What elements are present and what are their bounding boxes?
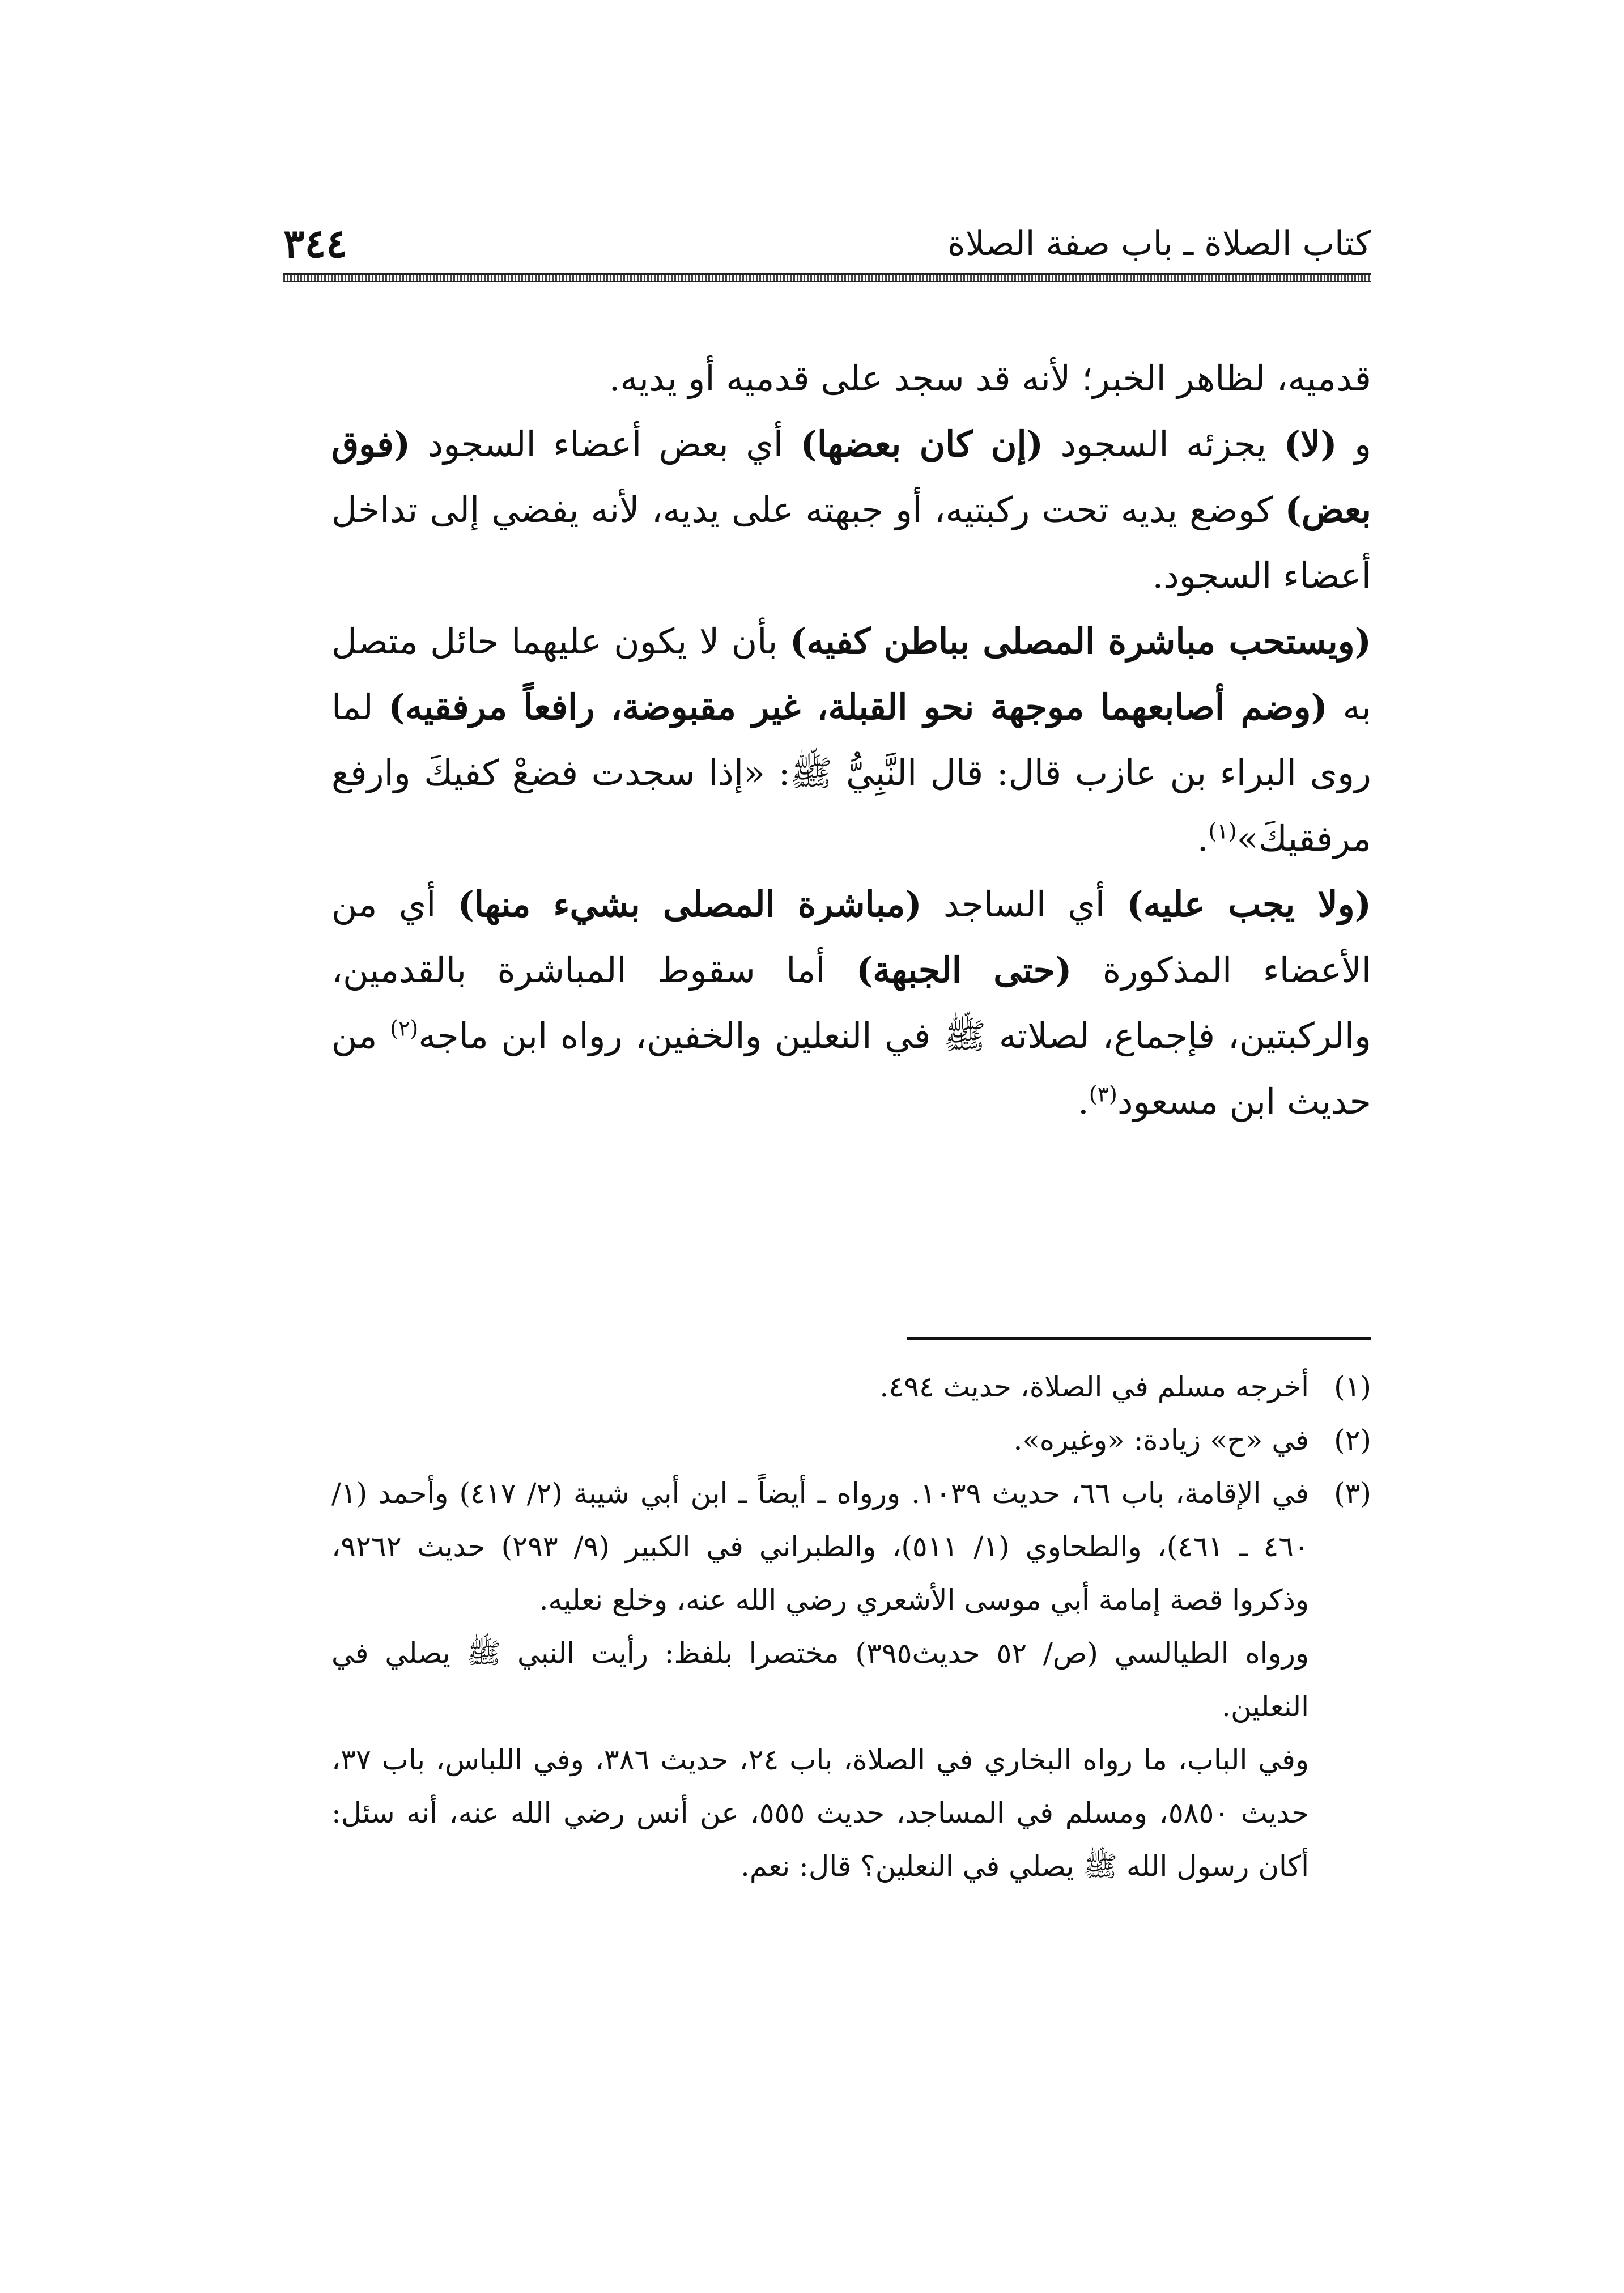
matn-bold: (وضم أصابعهما موجهة نحو القبلة، غير مقبوضة، رافعاً مرفقيه): [388, 686, 1328, 728]
text-run: و: [1337, 423, 1372, 465]
running-title: كتاب الصلاة ـ باب صفة الصلاة: [947, 224, 1371, 264]
text-run: بأن لا يكون عليهما حائل متصل به: [331, 621, 1371, 728]
footnote-number: (٢): [1334, 1424, 1371, 1457]
matn-bold: (إن كان بعضها): [800, 423, 1044, 465]
footnote-text: أخرجه مسلم في الصلاة، حديث ٤٩٤.: [879, 1370, 1309, 1403]
footnote-text: ورواه الطيالسي (ص/ ٥٢ حديث٣٩٥) مختصرا بلفظ: رأيت النبي ﷺ يصلي في النعلين.: [331, 1637, 1310, 1723]
footnote-1: [331, 1360, 1371, 1413]
footnote-text: وفي الباب، ما رواه البخاري في الصلاة، باب ٢٤، حديث ٣٨٦، وفي اللباس، باب ٣٧، حديث ٥٨٥٠، ومسلم في المساجد، حديث ٥٥٥، عن أنس رضي الله عنه، أنه سئل: أكان رسول الله ﷺ يصلي في النعلين؟ قال: نعم.: [331, 1743, 1310, 1883]
matn-bold: (فوق بعض): [331, 423, 1371, 530]
matn-bold: (مباشرة المصلى بشيء منها): [457, 884, 922, 925]
footnote-text: في الإقامة، باب ٦٦، حديث ١٠٣٩. ورواه ـ أيضاً ـ ابن أبي شيبة (٢/ ٤١٧) وأحمد (١/ ٤٦٠ ـ ٤٦١)، والطحاوي (١/ ٥١١)، والطبراني في الكبير (٩/ ٢٩٣) حديث ٩٢٦٢، وذكروا قصة إمامة أبي موسى الأشعري رضي الله عنه، وخلع نعليه.: [331, 1477, 1310, 1616]
text-run: أي من الأعضاء المذكورة: [331, 884, 1371, 991]
header-rule: [283, 273, 1371, 282]
footnote-ref-2[interactable]: (٢): [390, 1016, 419, 1041]
text-run: .: [1078, 1081, 1089, 1122]
footnote-ref-1[interactable]: (١): [1208, 818, 1237, 844]
footnote-3: [331, 1467, 1371, 1893]
text-run: أي الساجد: [921, 884, 1127, 925]
matn-bold: (ولا يجب عليه): [1126, 884, 1371, 925]
matn-bold: (لا): [1283, 423, 1337, 465]
paragraph-4: [331, 872, 1371, 1135]
footnote-2: [331, 1413, 1371, 1467]
text-run: أي بعض أعضاء السجود: [410, 423, 801, 465]
footnote-body: [331, 1413, 1309, 1467]
footnote-number: (١): [1334, 1370, 1371, 1403]
text-run: أما سقوط المباشرة بالقدمين، والركبتين، فإجماع، لصلاته ﷺ في النعلين والخفين، رواه ابن ماجه: [331, 949, 1371, 1056]
paragraph-1: قدميه، لظاهر الخبر؛ لأنه قد سجد على قدميه أو يديه.: [609, 358, 1371, 399]
footnotes: [331, 1360, 1371, 1893]
footnote-text: في «ح» زيادة: «وغيره».: [1013, 1424, 1309, 1457]
footnote-number: (٣): [1334, 1477, 1371, 1510]
text-run: لما روى البراء بن عازب قال: قال النَّبِيُّ ﷺ: «إذا سجدت فضعْ كفيكَ وارفع مرفقيكَ»: [331, 686, 1371, 859]
text-run: .: [1197, 818, 1209, 859]
text-run: يجزئه السجود: [1043, 423, 1284, 465]
matn-bold: (ويستحب مباشرة المصلى بباطن كفيه): [789, 621, 1371, 662]
text-run: من حديث ابن مسعود: [331, 1015, 1371, 1122]
matn-bold: (حتى الجبهة): [856, 949, 1072, 991]
footnote-body: [331, 1467, 1309, 1893]
text-run: كوضع يديه تحت ركبتيه، أو جبهته على يديه، لأنه يفضي إلى تداخل أعضاء السجود.: [331, 489, 1371, 596]
paragraph-3: [331, 609, 1371, 872]
main-text: [331, 346, 1371, 1135]
footnote-ref-3[interactable]: (٣): [1089, 1081, 1117, 1107]
page-header: [283, 215, 1371, 266]
paragraph-2: [331, 411, 1371, 609]
page-number: ٣٤٤: [283, 220, 347, 267]
footnote-body: [331, 1360, 1309, 1413]
footnote-separator: [907, 1337, 1371, 1340]
